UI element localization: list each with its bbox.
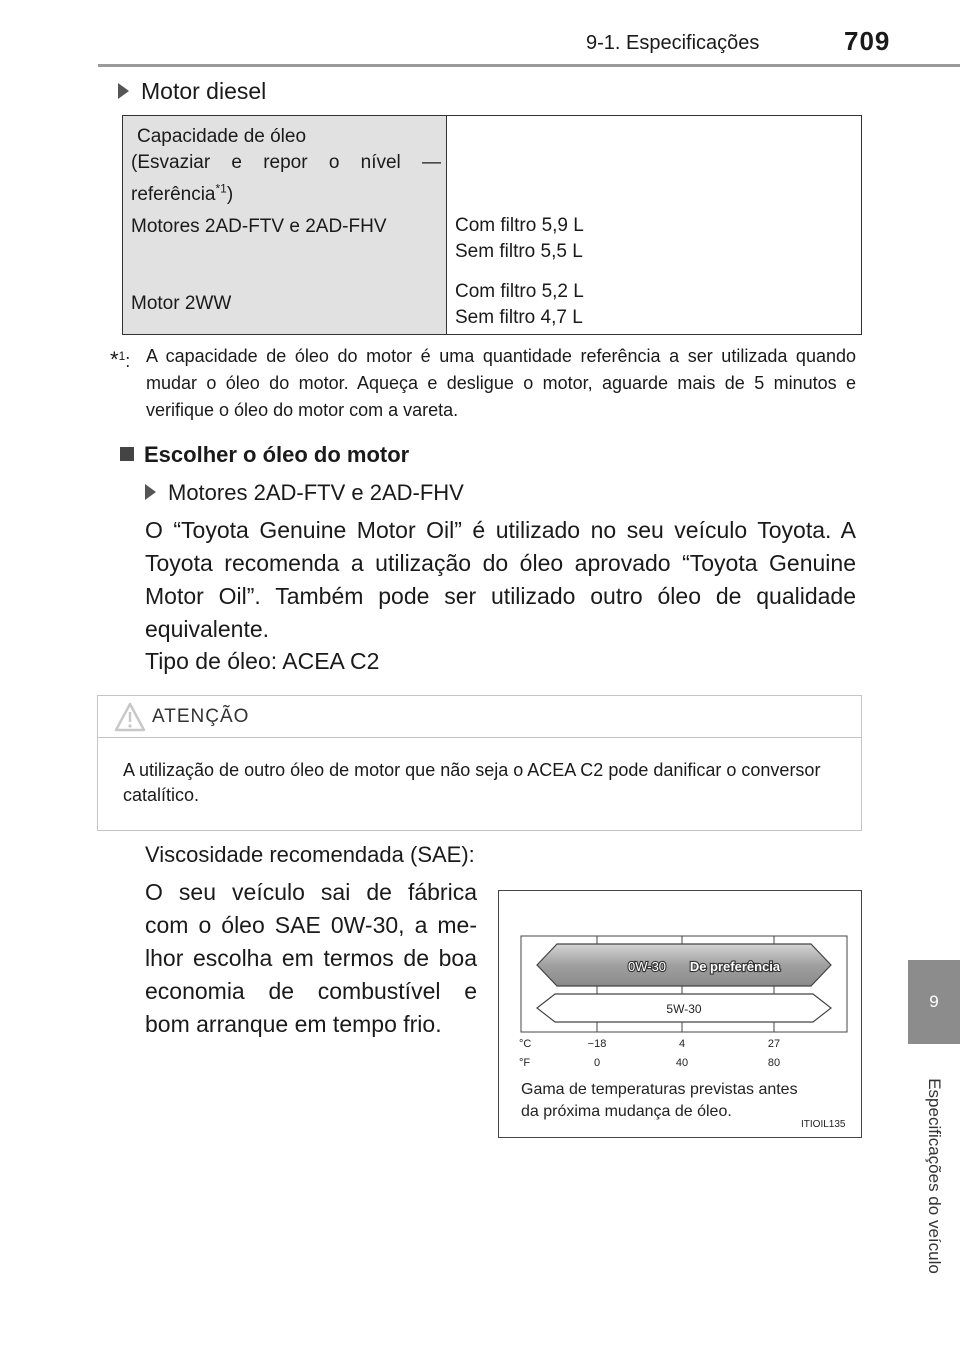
celsius-unit-label: °C — [519, 1038, 532, 1050]
warning-text: A utilização de outro óleo de motor que não seja o ACEA C2 pode danificar o conversor catalítico. — [123, 760, 821, 805]
footnote-asterisk: * — [110, 347, 119, 372]
chapter-number: 9 — [929, 992, 939, 1011]
table-row-engine: Motor 2WW — [131, 293, 232, 314]
engines-heading-text: Motores 2AD-FTV e 2AD-FHV — [168, 480, 464, 505]
table-row-values — [455, 213, 584, 265]
oil-capacity-table — [122, 115, 862, 335]
viscosity-heading: Viscosidade recomendada (SAE): — [145, 842, 475, 867]
chart-caption-line: Gama de temperaturas previstas antes — [521, 1081, 798, 1098]
capacity-title-line3 — [131, 184, 233, 205]
fahrenheit-tick-label: 80 — [767, 1057, 781, 1069]
viscosity-line: com o óleo SAE 0W-30, a me- — [145, 912, 477, 938]
footnote-number: 1 — [118, 349, 126, 363]
table-label-column — [123, 116, 447, 334]
page-number: 709 — [844, 26, 891, 56]
genuine-oil-paragraph: O “Toyota Genuine Motor Oil” é utilizado no seu veículo Toyota. A Toyota recomenda a utilização do óleo aprovado “Toyota Genuine Motor Oil”. Também pode ser utilizado outro óleo de qualidade equivalente. — [145, 517, 856, 642]
bar-0w-30 — [537, 944, 831, 986]
chapter-tab-label — [908, 1052, 960, 1300]
warning-header — [98, 696, 861, 738]
without-filter-value: Sem filtro 4,7 L — [455, 307, 583, 328]
celsius-tick-label: 4 — [678, 1038, 686, 1050]
figure-code: ITIOIL135 — [801, 1119, 846, 1130]
viscosity-line: O seu veículo sai de fábrica — [145, 879, 477, 905]
fahrenheit-unit-label: °F — [519, 1057, 531, 1069]
triangle-bullet-icon — [118, 83, 129, 99]
capacity-title-line2: (Esvaziar e repor o nível — — [131, 152, 441, 173]
without-filter-value: Sem filtro 5,5 L — [455, 241, 583, 262]
viscosity-line: bom arranque em tempo frio. — [145, 1011, 442, 1037]
chart-caption — [521, 1079, 798, 1123]
oil-type: Tipo de óleo: ACEA C2 — [145, 648, 380, 674]
section-title: 9-1. Especificações — [586, 32, 760, 54]
header-rule — [98, 64, 960, 67]
footnote-colon: : — [125, 351, 131, 371]
triangle-bullet-icon — [145, 484, 156, 500]
viscosity-chart — [498, 890, 862, 1138]
footnote — [110, 343, 856, 424]
chapter-tab[interactable] — [908, 960, 960, 1044]
warning-box — [97, 695, 862, 831]
capacity-title — [131, 124, 441, 208]
warning-title: ATENÇÃO — [152, 706, 250, 727]
table-row-values — [455, 279, 584, 331]
table-row-engine: Motores 2AD-FTV e 2AD-FHV — [131, 216, 387, 237]
celsius-tick-label: 27 — [767, 1038, 781, 1050]
capacity-footnote-ref: *1 — [215, 182, 227, 196]
with-filter-value: Com filtro 5,9 L — [455, 215, 584, 236]
chart-caption-line: da próxima mudança de óleo. — [521, 1103, 732, 1120]
engines-heading — [145, 480, 464, 506]
table-value-column — [447, 116, 861, 334]
bar-0w-30-label: 0W-30 — [627, 959, 667, 974]
fahrenheit-tick-label: 40 — [675, 1057, 689, 1069]
capacity-ref-word: referência — [131, 184, 216, 206]
footnote-text: A capacidade de óleo do motor é uma quantidade referência a ser utilizada quando mudar o óleo do motor. Aqueça e desligue o motor, aguarde mais de 5 minutos e verifique o óleo do motor com a vareta. — [146, 346, 856, 420]
warning-triangle-icon — [114, 702, 146, 732]
bar-5w-30-label: 5W-30 — [666, 1002, 702, 1016]
diesel-heading — [118, 78, 266, 105]
bar-preferred-label: De preferência — [689, 959, 781, 974]
choose-oil-heading — [120, 442, 409, 468]
footnote-marker — [110, 343, 130, 375]
capacity-close-paren: ) — [226, 184, 234, 206]
choose-oil-heading-text: Escolher o óleo do motor — [144, 442, 410, 467]
viscosity-paragraph — [145, 876, 477, 1041]
capacity-title-line1: Capacidade de óleo — [137, 126, 307, 147]
chapter-label: Especificações do veículo — [925, 1078, 945, 1274]
square-bullet-icon — [120, 447, 134, 461]
viscosity-line: lhor escolha em termos de boa — [145, 945, 477, 971]
fahrenheit-tick-label: 0 — [593, 1057, 601, 1069]
celsius-tick-label: −18 — [587, 1038, 607, 1050]
with-filter-value: Com filtro 5,2 L — [455, 281, 584, 302]
diesel-heading-text: Motor diesel — [141, 78, 267, 104]
viscosity-line: economia de combustível e — [145, 978, 477, 1004]
